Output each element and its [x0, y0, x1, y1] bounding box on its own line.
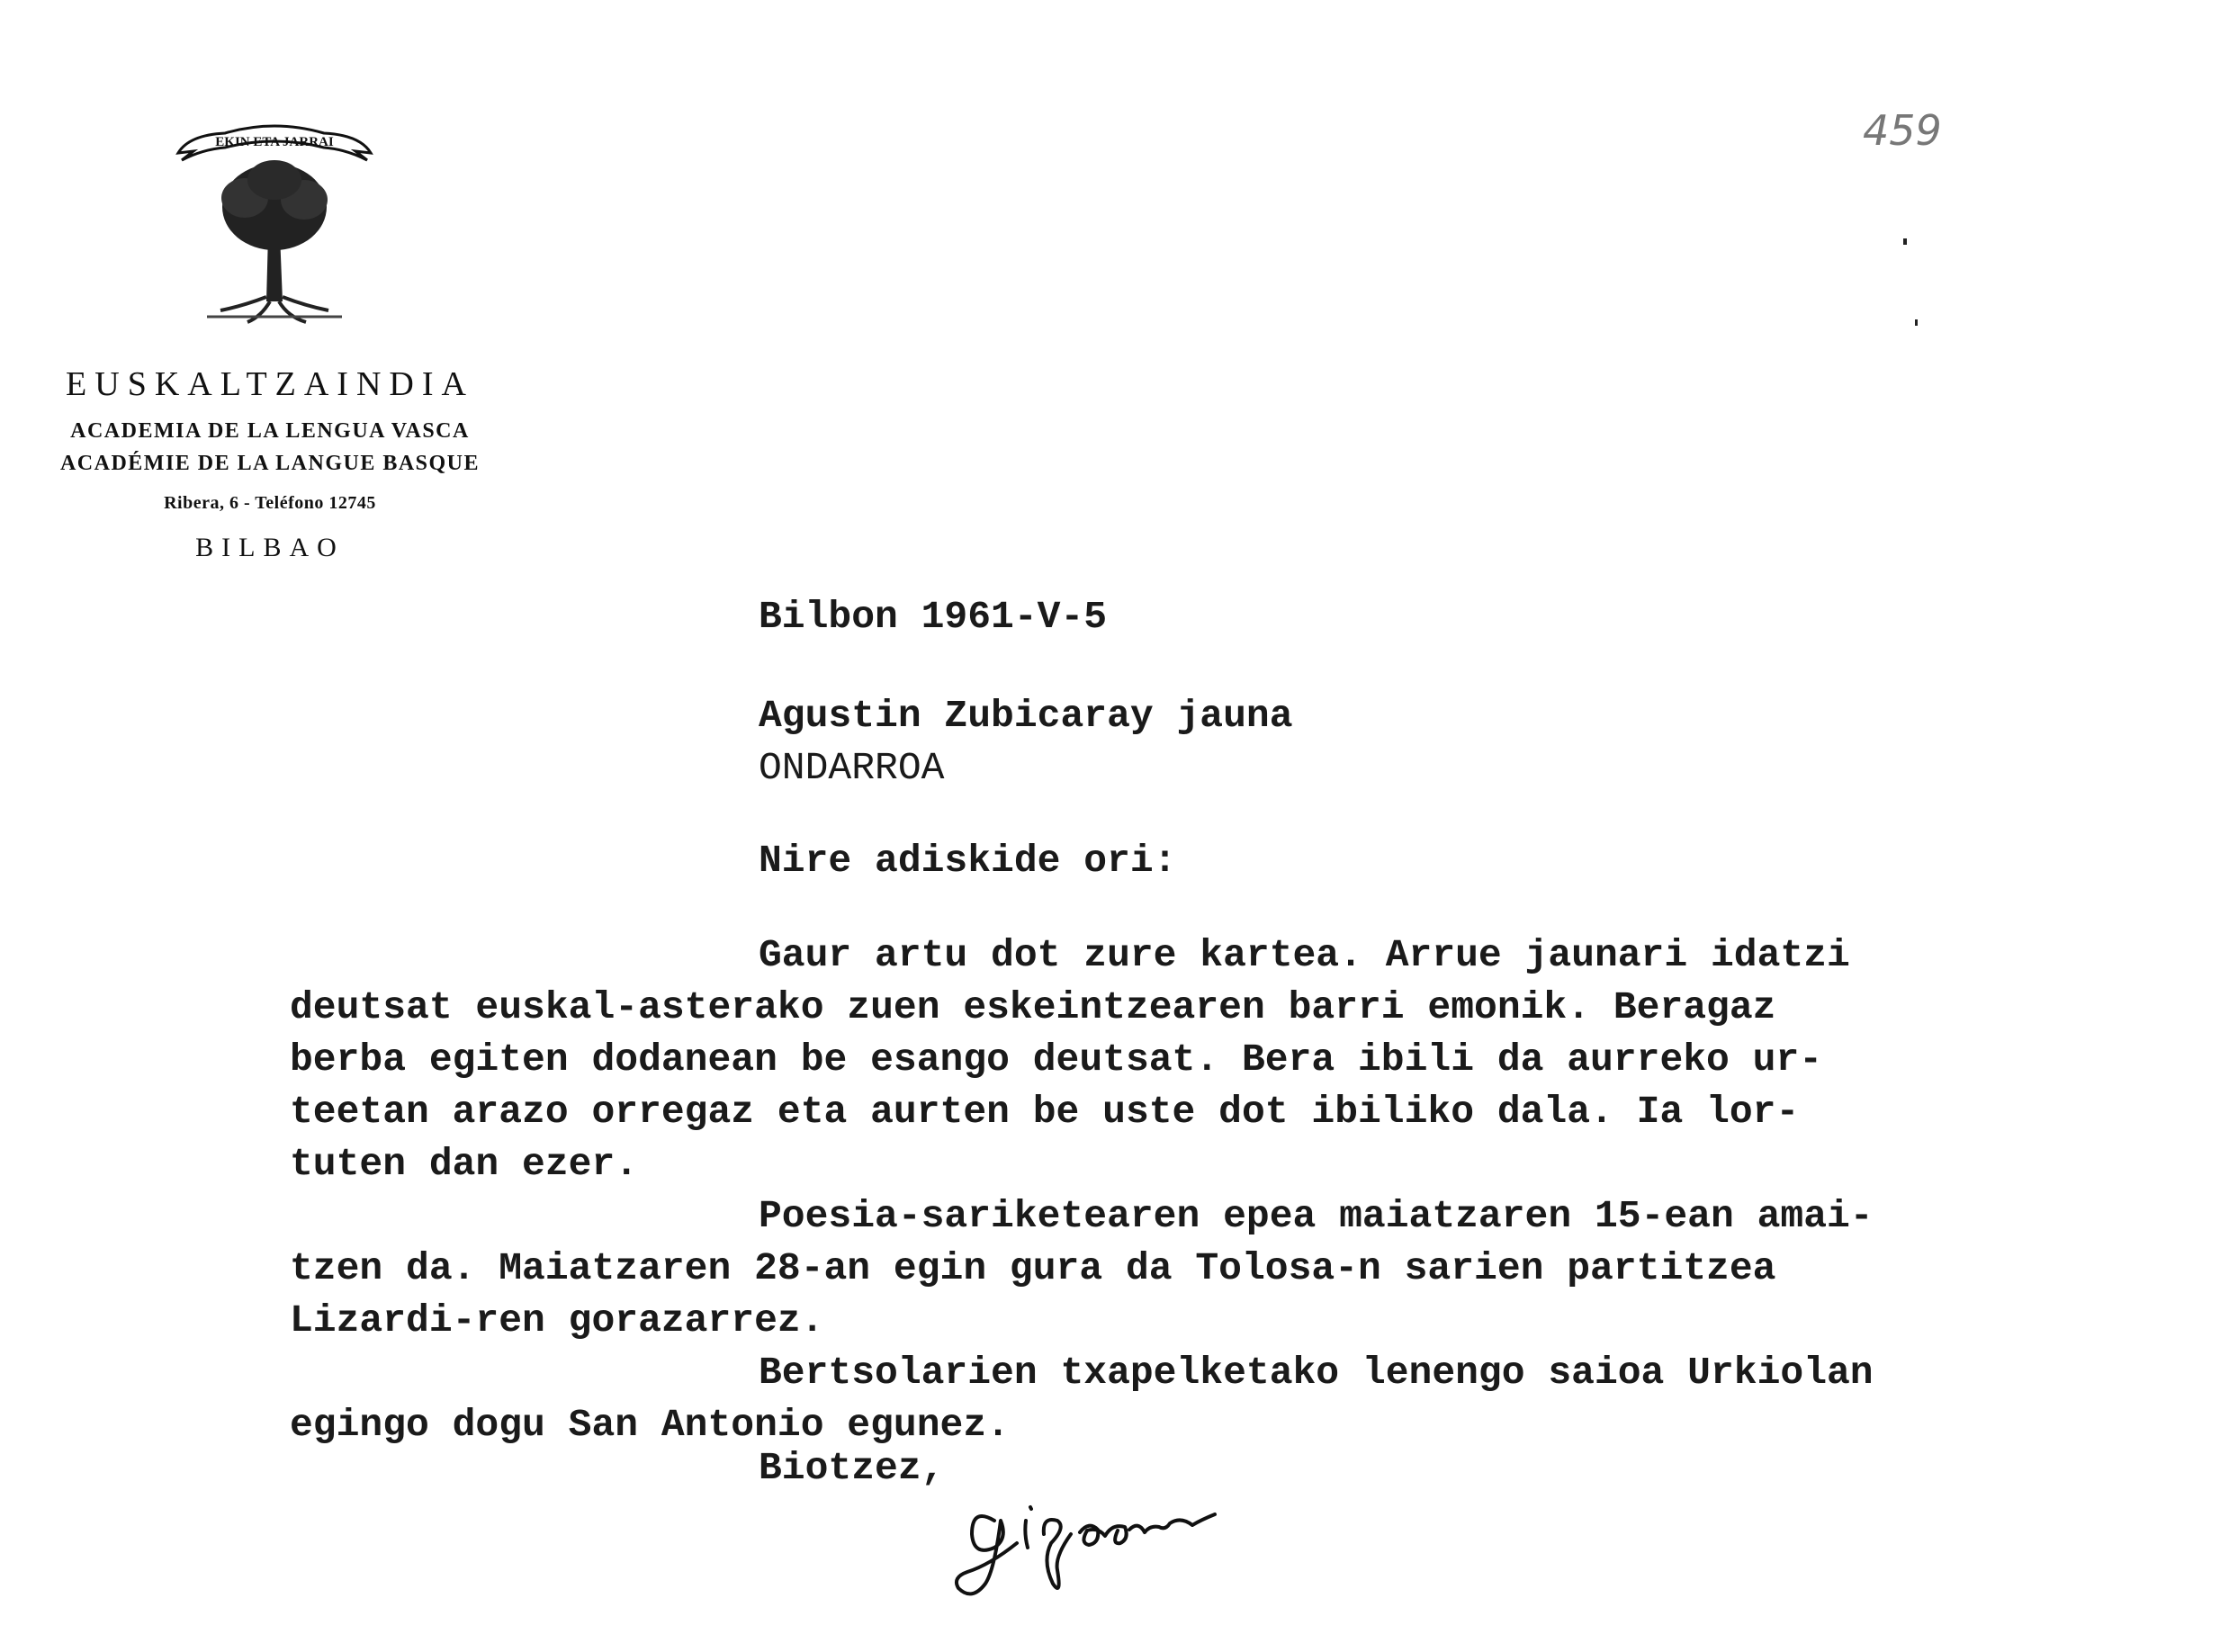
ink-speck — [1903, 238, 1907, 245]
academy-address: Ribera, 6 - Teléfono 12745 — [164, 493, 376, 513]
handwritten-signature — [945, 1471, 1251, 1606]
body-line: berba egiten dodanean be esango deutsat. Bera ibili da aurreko ur- — [290, 1037, 1823, 1082]
greeting: Nire adiskide ori: — [759, 839, 1177, 883]
body-line: tzen da. Maiatzaren 28-an egin gura da Tolosa-n sarien partitzea — [290, 1246, 1776, 1290]
academy-city: BILBAO — [195, 533, 345, 562]
body-line: egingo dogu San Antonio egunez. — [290, 1403, 1010, 1447]
tree-emblem-icon — [171, 117, 378, 333]
motto-text: EKIN ETA JARRAI — [215, 135, 334, 149]
body-line: Poesia-sariketearen epea maiatzaren 15-ean amai- — [759, 1194, 1874, 1238]
page-number: 459 — [1863, 106, 1942, 155]
academy-subtitle-es: ACADEMIA DE LA LENGUA VASCA — [70, 419, 470, 443]
recipient-name: Agustin Zubicaray jauna — [759, 694, 1293, 738]
body-line: teetan arazo orregaz eta aurten be uste dot ibiliko dala. Ia lor- — [290, 1090, 1800, 1134]
body-line: Gaur artu dot zure kartea. Arrue jaunari idatzi — [759, 933, 1850, 977]
body-line: tuten dan ezer. — [290, 1142, 639, 1186]
body-line: deutsat euskal-asterako zuen eskeintzearen barri emonik. Beragaz — [290, 985, 1776, 1029]
recipient-place: ONDARROA — [759, 746, 945, 790]
academy-name: EUSKALTZAINDIA — [66, 365, 474, 403]
ink-speck — [1915, 319, 1918, 326]
academy-subtitle-fr: ACADÉMIE DE LA LANGUE BASQUE — [59, 452, 481, 475]
body-line: Bertsolarien txapelketako lenengo saioa Urkiolan — [759, 1351, 1874, 1395]
letter-date: Bilbon 1961-V-5 — [759, 595, 1108, 639]
body-line: Lizardi-ren gorazarrez. — [290, 1298, 824, 1342]
closing: Biotzez, — [759, 1446, 945, 1490]
